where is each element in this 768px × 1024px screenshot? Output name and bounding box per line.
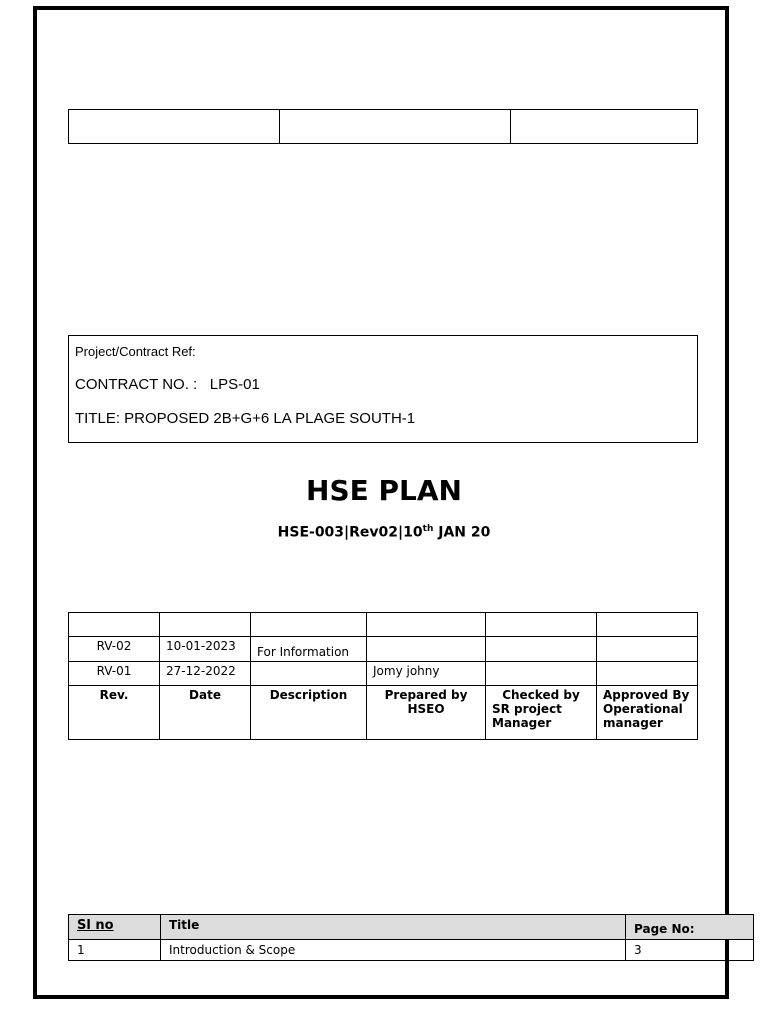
contract-number-line: [75, 376, 260, 393]
revision-table: [68, 612, 698, 740]
document-code-sup: th: [422, 524, 434, 534]
header-cell: [69, 110, 280, 144]
table-row: [69, 613, 698, 637]
document-code-main: HSE-003|Rev02|10: [277, 524, 423, 541]
project-ref-box: [68, 335, 698, 443]
rev-header: Rev.: [69, 686, 160, 740]
sl-no-header: Sl no: [69, 915, 161, 940]
project-title-line: TITLE: PROPOSED 2B+G+6 LA PLAGE SOUTH-1: [75, 410, 416, 427]
table-row: [69, 662, 698, 686]
checked-cell: [486, 662, 597, 686]
contract-value: LPS-01: [209, 376, 260, 393]
document-code: [0, 524, 768, 541]
prepared-cell: Jomy johny: [367, 662, 486, 686]
table-row: [69, 940, 754, 961]
rev-cell: RV-01: [69, 662, 160, 686]
date-header: Date: [160, 686, 251, 740]
description-cell: For Information: [251, 637, 367, 662]
table-row: [69, 637, 698, 662]
approved-cell: [597, 662, 698, 686]
checked-header: Checked by SR project Manager: [486, 686, 597, 740]
description-header: Description: [251, 686, 367, 740]
date-cell: 27-12-2022: [160, 662, 251, 686]
contract-label: CONTRACT NO. :: [75, 376, 198, 393]
title-header: Title: [161, 915, 626, 940]
header-cell: [511, 110, 698, 144]
description-cell: [251, 662, 367, 686]
revision-header-row: [69, 686, 698, 740]
page-no-header: Page No:: [626, 915, 754, 940]
document-title: HSE PLAN: [306, 474, 462, 507]
sl-no-cell: 1: [69, 940, 161, 961]
project-ref-label: Project/Contract Ref:: [75, 344, 196, 359]
checked-cell: [486, 637, 597, 662]
prepared-header: Prepared by HSEO: [367, 686, 486, 740]
table-of-contents: [68, 914, 754, 961]
approved-header: Approved By Operational manager: [597, 686, 698, 740]
page-no-cell: 3: [626, 940, 754, 961]
prepared-cell: [367, 637, 486, 662]
document-code-tail: JAN 20: [433, 524, 491, 541]
header-cell: [280, 110, 511, 144]
header-blank-table: [68, 109, 698, 144]
rev-cell: RV-02: [69, 637, 160, 662]
date-cell: 10-01-2023: [160, 637, 251, 662]
toc-header-row: [69, 915, 754, 940]
approved-cell: [597, 637, 698, 662]
title-cell[interactable]: Introduction & Scope: [161, 940, 626, 961]
